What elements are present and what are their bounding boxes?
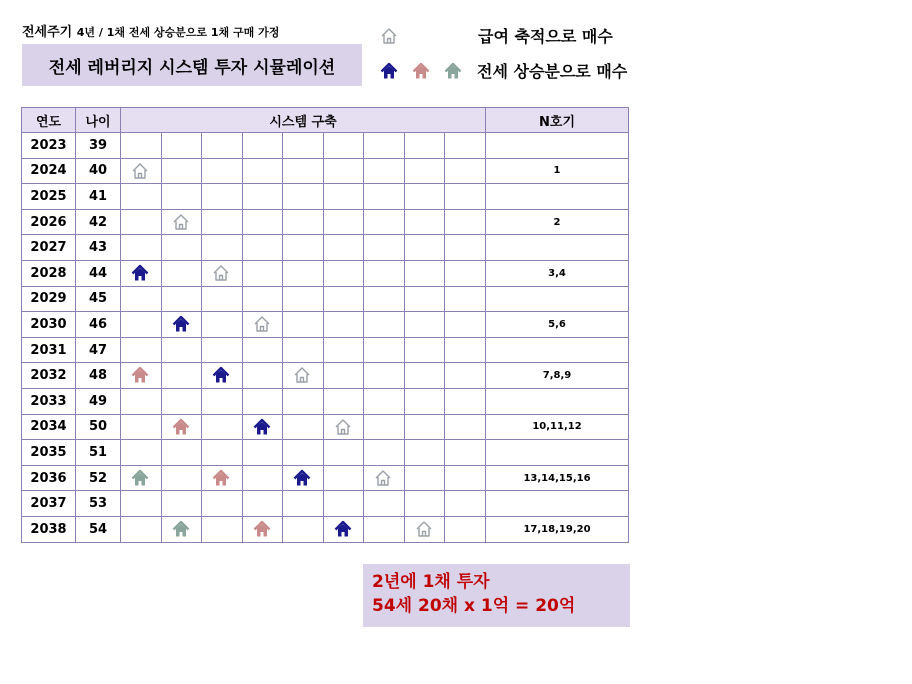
- house-pink-icon: [131, 366, 149, 384]
- year-cell: 2023: [22, 133, 76, 159]
- system-cell: [405, 337, 445, 363]
- system-cell: [162, 184, 202, 210]
- system-cell: [324, 184, 364, 210]
- system-cell: [445, 184, 486, 210]
- age-cell: 45: [76, 286, 121, 312]
- summary-line-2: 54세 20채 x 1억 = 20억: [372, 596, 576, 616]
- system-cell: [324, 235, 364, 261]
- system-cell: [364, 235, 405, 261]
- system-cell: [405, 414, 445, 440]
- house-outline-icon: [380, 27, 398, 45]
- system-cell: [405, 260, 445, 286]
- n-cell: 7,8,9: [486, 363, 629, 389]
- system-cell: [364, 260, 405, 286]
- age-cell: 51: [76, 440, 121, 466]
- system-cell: [121, 440, 162, 466]
- year-cell: 2033: [22, 388, 76, 414]
- system-cell: [445, 388, 486, 414]
- system-cell: [202, 388, 243, 414]
- system-cell: [445, 516, 486, 542]
- house-teal-icon: [131, 469, 149, 487]
- year-cell: 2030: [22, 312, 76, 338]
- system-cell: [405, 184, 445, 210]
- house-teal-icon: [444, 62, 462, 80]
- system-cell: [121, 414, 162, 440]
- age-cell: 43: [76, 235, 121, 261]
- system-cell: [121, 388, 162, 414]
- age-cell: 42: [76, 209, 121, 235]
- system-cell: [445, 235, 486, 261]
- house-navy-icon: [131, 264, 149, 282]
- age-cell: 47: [76, 337, 121, 363]
- n-cell: [486, 184, 629, 210]
- system-cell: [324, 516, 364, 542]
- system-cell: [121, 158, 162, 184]
- legend-salary-label: 급여 축적으로 매수: [478, 27, 613, 46]
- n-cell: 17,18,19,20: [486, 516, 629, 542]
- system-cell: [121, 235, 162, 261]
- system-cell: [202, 363, 243, 389]
- system-cell: [445, 337, 486, 363]
- system-cell: [162, 363, 202, 389]
- system-cell: [243, 414, 283, 440]
- n-cell: 1: [486, 158, 629, 184]
- system-cell: [243, 440, 283, 466]
- system-cell: [202, 133, 243, 159]
- system-cell: [364, 158, 405, 184]
- system-cell: [324, 440, 364, 466]
- system-cell: [121, 184, 162, 210]
- system-cell: [364, 491, 405, 517]
- house-navy-icon: [380, 62, 398, 80]
- system-cell: [405, 312, 445, 338]
- system-cell: [162, 337, 202, 363]
- system-cell: [162, 465, 202, 491]
- system-cell: [162, 235, 202, 261]
- system-cell: [364, 388, 405, 414]
- system-cell: [202, 491, 243, 517]
- system-cell: [202, 158, 243, 184]
- system-cell: [405, 235, 445, 261]
- system-cell: [202, 516, 243, 542]
- system-cell: [324, 312, 364, 338]
- system-cell: [202, 260, 243, 286]
- subtitle-detail: 4년 / 1채 전세 상승분으로 1채 구매 가정: [76, 26, 280, 39]
- age-cell: 46: [76, 312, 121, 338]
- system-cell: [445, 363, 486, 389]
- system-cell: [283, 491, 324, 517]
- system-cell: [121, 491, 162, 517]
- house-outline-icon: [253, 315, 271, 333]
- age-cell: 44: [76, 260, 121, 286]
- system-cell: [243, 516, 283, 542]
- system-cell: [445, 158, 486, 184]
- system-cell: [202, 209, 243, 235]
- system-cell: [405, 363, 445, 389]
- year-cell: 2025: [22, 184, 76, 210]
- system-cell: [202, 440, 243, 466]
- system-cell: [202, 184, 243, 210]
- n-cell: [486, 286, 629, 312]
- system-cell: [445, 491, 486, 517]
- system-cell: [324, 388, 364, 414]
- year-cell: 2024: [22, 158, 76, 184]
- system-cell: [283, 440, 324, 466]
- system-cell: [243, 337, 283, 363]
- system-cell: [243, 184, 283, 210]
- year-cell: 2038: [22, 516, 76, 542]
- system-cell: [364, 209, 405, 235]
- system-cell: [283, 337, 324, 363]
- system-cell: [243, 209, 283, 235]
- system-cell: [324, 286, 364, 312]
- table-row: [22, 491, 629, 517]
- system-cell: [405, 209, 445, 235]
- system-cell: [202, 414, 243, 440]
- table-row: [22, 388, 629, 414]
- year-cell: 2028: [22, 260, 76, 286]
- system-cell: [364, 516, 405, 542]
- header-system: 시스템 구축: [121, 108, 486, 133]
- table-row: [22, 209, 629, 235]
- system-cell: [162, 414, 202, 440]
- house-outline-icon: [415, 520, 433, 538]
- header-age: 나이: [76, 108, 121, 133]
- n-cell: 3,4: [486, 260, 629, 286]
- system-cell: [364, 465, 405, 491]
- system-cell: [445, 286, 486, 312]
- house-pink-icon: [172, 418, 190, 436]
- system-cell: [445, 414, 486, 440]
- subtitle: [22, 21, 279, 40]
- system-cell: [405, 465, 445, 491]
- table-row: [22, 158, 629, 184]
- table-header-row: [22, 108, 629, 133]
- house-outline-icon: [131, 162, 149, 180]
- n-cell: [486, 388, 629, 414]
- system-cell: [324, 337, 364, 363]
- system-cell: [121, 260, 162, 286]
- n-cell: [486, 337, 629, 363]
- table-row: [22, 133, 629, 159]
- system-cell: [405, 133, 445, 159]
- system-cell: [243, 363, 283, 389]
- system-cell: [324, 363, 364, 389]
- system-cell: [324, 158, 364, 184]
- n-cell: 13,14,15,16: [486, 465, 629, 491]
- table-row: [22, 516, 629, 542]
- system-cell: [202, 465, 243, 491]
- system-cell: [405, 516, 445, 542]
- system-cell: [243, 260, 283, 286]
- system-cell: [364, 440, 405, 466]
- system-cell: [324, 260, 364, 286]
- age-cell: 49: [76, 388, 121, 414]
- system-cell: [121, 312, 162, 338]
- system-cell: [283, 235, 324, 261]
- investment-table: [21, 107, 629, 543]
- system-cell: [283, 260, 324, 286]
- system-cell: [162, 312, 202, 338]
- system-cell: [324, 491, 364, 517]
- system-cell: [324, 465, 364, 491]
- header-year: 연도: [22, 108, 76, 133]
- system-cell: [243, 235, 283, 261]
- system-cell: [283, 184, 324, 210]
- house-navy-icon: [293, 469, 311, 487]
- system-cell: [364, 312, 405, 338]
- legend-rise-label: 전세 상승분으로 매수: [477, 62, 628, 81]
- age-cell: 40: [76, 158, 121, 184]
- system-cell: [445, 465, 486, 491]
- system-cell: [243, 491, 283, 517]
- table-row: [22, 235, 629, 261]
- house-navy-icon: [253, 418, 271, 436]
- table-row: [22, 260, 629, 286]
- age-cell: 41: [76, 184, 121, 210]
- house-outline-icon: [334, 418, 352, 436]
- age-cell: 54: [76, 516, 121, 542]
- system-cell: [364, 337, 405, 363]
- table-row: [22, 312, 629, 338]
- house-outline-icon: [374, 469, 392, 487]
- system-cell: [162, 491, 202, 517]
- house-teal-icon: [172, 520, 190, 538]
- system-cell: [283, 286, 324, 312]
- system-cell: [364, 363, 405, 389]
- house-pink-icon: [412, 62, 430, 80]
- system-cell: [405, 158, 445, 184]
- system-cell: [324, 414, 364, 440]
- n-cell: 2: [486, 209, 629, 235]
- system-cell: [445, 209, 486, 235]
- legend-salary: [380, 24, 613, 47]
- system-cell: [364, 184, 405, 210]
- system-cell: [283, 516, 324, 542]
- system-cell: [162, 286, 202, 312]
- year-cell: 2037: [22, 491, 76, 517]
- system-cell: [283, 388, 324, 414]
- system-cell: [243, 158, 283, 184]
- house-pink-icon: [212, 469, 230, 487]
- house-navy-icon: [334, 520, 352, 538]
- system-cell: [243, 312, 283, 338]
- system-cell: [283, 209, 324, 235]
- header-n: N호기: [486, 108, 629, 133]
- system-cell: [162, 209, 202, 235]
- system-cell: [162, 516, 202, 542]
- system-cell: [405, 388, 445, 414]
- system-cell: [364, 133, 405, 159]
- summary-line-1: 2년에 1채 투자: [372, 572, 490, 592]
- table-row: [22, 286, 629, 312]
- house-outline-icon: [212, 264, 230, 282]
- year-cell: 2027: [22, 235, 76, 261]
- table-row: [22, 440, 629, 466]
- system-cell: [162, 158, 202, 184]
- system-cell: [445, 260, 486, 286]
- system-cell: [202, 337, 243, 363]
- house-navy-icon: [212, 366, 230, 384]
- system-cell: [445, 440, 486, 466]
- system-cell: [202, 312, 243, 338]
- system-cell: [364, 286, 405, 312]
- system-cell: [283, 414, 324, 440]
- system-cell: [405, 440, 445, 466]
- system-cell: [121, 209, 162, 235]
- age-cell: 48: [76, 363, 121, 389]
- table-row: [22, 337, 629, 363]
- table-row: [22, 414, 629, 440]
- table-row: [22, 184, 629, 210]
- year-cell: 2036: [22, 465, 76, 491]
- house-pink-icon: [253, 520, 271, 538]
- table-row: [22, 363, 629, 389]
- system-cell: [121, 363, 162, 389]
- system-cell: [121, 337, 162, 363]
- system-cell: [121, 516, 162, 542]
- system-cell: [243, 465, 283, 491]
- system-cell: [162, 440, 202, 466]
- system-cell: [283, 158, 324, 184]
- system-cell: [202, 286, 243, 312]
- house-navy-icon: [172, 315, 190, 333]
- system-cell: [364, 414, 405, 440]
- age-cell: 53: [76, 491, 121, 517]
- system-cell: [121, 286, 162, 312]
- age-cell: 52: [76, 465, 121, 491]
- subtitle-main: 전세주기: [22, 25, 73, 40]
- system-cell: [243, 286, 283, 312]
- n-cell: [486, 133, 629, 159]
- n-cell: [486, 235, 629, 261]
- year-cell: 2026: [22, 209, 76, 235]
- system-cell: [162, 133, 202, 159]
- year-cell: 2034: [22, 414, 76, 440]
- legend-rise: [380, 59, 627, 82]
- system-cell: [445, 312, 486, 338]
- system-cell: [405, 286, 445, 312]
- system-cell: [405, 491, 445, 517]
- system-cell: [283, 465, 324, 491]
- table-row: [22, 465, 629, 491]
- n-cell: [486, 440, 629, 466]
- system-cell: [243, 388, 283, 414]
- system-cell: [243, 133, 283, 159]
- system-cell: [324, 209, 364, 235]
- house-outline-icon: [172, 213, 190, 231]
- n-cell: 5,6: [486, 312, 629, 338]
- n-cell: 10,11,12: [486, 414, 629, 440]
- n-cell: [486, 491, 629, 517]
- system-cell: [324, 133, 364, 159]
- system-cell: [283, 363, 324, 389]
- house-outline-icon: [293, 366, 311, 384]
- system-cell: [283, 133, 324, 159]
- system-cell: [202, 235, 243, 261]
- system-cell: [162, 260, 202, 286]
- system-cell: [121, 465, 162, 491]
- summary-note: [363, 564, 630, 627]
- year-cell: 2031: [22, 337, 76, 363]
- age-cell: 50: [76, 414, 121, 440]
- system-cell: [445, 133, 486, 159]
- page-title: 전세 레버리지 시스템 투자 시뮬레이션: [22, 44, 362, 86]
- system-cell: [162, 388, 202, 414]
- age-cell: 39: [76, 133, 121, 159]
- year-cell: 2029: [22, 286, 76, 312]
- year-cell: 2032: [22, 363, 76, 389]
- system-cell: [283, 312, 324, 338]
- year-cell: 2035: [22, 440, 76, 466]
- system-cell: [121, 133, 162, 159]
